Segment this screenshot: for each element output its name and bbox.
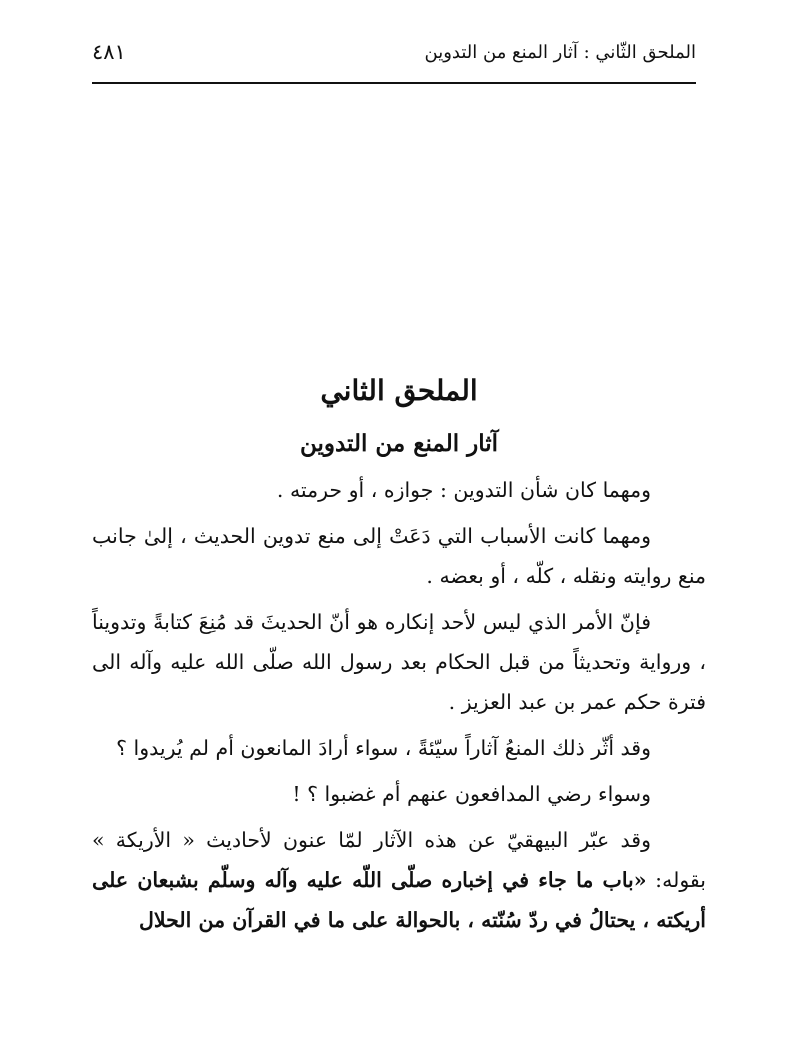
chapter-subtitle: آثار المنع من التدوين <box>299 430 499 457</box>
running-title: الملحق الثّاني : آثار المنع من التدوين <box>424 42 696 63</box>
header-rule <box>92 82 696 84</box>
bayhaqi-quote: «باب ما جاء في إخباره صلّى اللّه عليه وآله وسلّم بشبعان على أريكته ، يحتالُ في ردّ سُنّته ، بالحوالة على ما في القرآن من الحلال <box>92 868 706 932</box>
page-body <box>92 360 706 940</box>
paragraph-1: ومهما كان شأن التدوين : جوازه ، أو حرمته . <box>276 478 651 502</box>
page-header <box>92 34 696 80</box>
page-number: ٤٨١ <box>92 40 126 64</box>
paragraph-6 <box>92 820 706 940</box>
paragraph-5: وسواء رضي المدافعون عنهم أم غضبوا ؟ ! <box>292 782 651 806</box>
paragraph-3: فإنّ الأمر الذي ليس لأحد إنكاره هو أنّ الحديثَ قد مُنِعَ كتابةً وتدويناً ، ورواية وتحديثاً من قبل الحكام بعد رسول الله صلّى الله عليه وآله الى فترة حكم عمر بن عبد العزيز . <box>92 610 706 714</box>
quote-intro: وقد عبّر البيهقيّ عن هذه الآثار لمّا عنون لأحاديث « الأريكة » بقوله: <box>92 828 706 892</box>
chapter-title: الملحق الثاني <box>320 374 478 407</box>
paragraph-4: وقد أثّر ذلك المنعُ آثاراً سيّئةً ، سواء أرادَ المانعون أم لم يُريدوا ؟ <box>116 736 651 760</box>
paragraph-2: ومهما كانت الأسباب التي دَعَتْ إلى منع تدوين الحديث ، إلىٰ جانب منع روايته ونقله ، كلّه ، أو بعضه . <box>92 524 706 588</box>
